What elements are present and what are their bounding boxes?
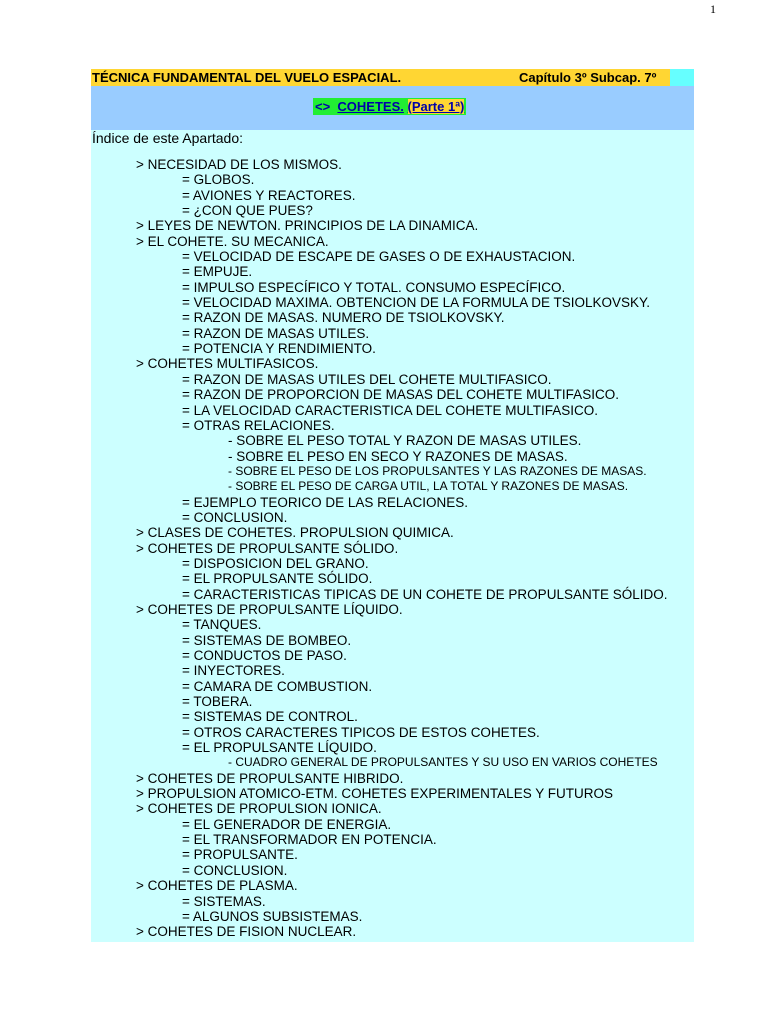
toc-entry: = PROPULSANTE. (182, 847, 298, 863)
toc-entry: = OTROS CARACTERES TIPICOS DE ESTOS COHETES. (182, 724, 540, 740)
toc-entry: = AVIONES Y REACTORES. (182, 187, 356, 203)
document-header (91, 69, 694, 86)
toc-entry: = TANQUES. (182, 617, 262, 633)
toc-entry: > COHETES DE PROPULSION IONICA. (136, 801, 382, 817)
toc-entry: = ¿CON QUE PUES? (182, 203, 313, 219)
toc-entry: > COHETES MULTIFASICOS. (136, 356, 319, 372)
section-prefix: <> (315, 99, 331, 114)
toc-entry: = SISTEMAS. (182, 893, 266, 909)
toc-entry: = SISTEMAS DE BOMBEO. (182, 632, 352, 648)
toc-entry: = EL PROPULSANTE SÓLIDO. (182, 571, 373, 587)
toc-entry: = CONCLUSION. (182, 509, 288, 525)
section-name: COHETES. (337, 99, 404, 114)
toc-entry: = CAMARA DE COMBUSTION. (182, 678, 373, 694)
toc-entry: - SOBRE EL PESO EN SECO Y RAZONES DE MASAS. (228, 448, 568, 464)
toc-entry: - SOBRE EL PESO DE CARGA UTIL, LA TOTAL Y RAZONES DE MASAS. (228, 479, 629, 494)
toc-entry: = ALGUNOS SUBSISTEMAS. (182, 908, 363, 924)
toc-entry: = INYECTORES. (182, 663, 285, 679)
toc-entry: = RAZON DE MASAS. NUMERO DE TSIOLKOVSKY. (182, 310, 505, 326)
toc-entry: = SISTEMAS DE CONTROL. (182, 709, 358, 725)
toc-entry: = GLOBOS. (182, 172, 255, 188)
toc-entry: > COHETES DE FISION NUCLEAR. (136, 924, 357, 940)
toc-entry: = DISPOSICION DEL GRANO. (182, 555, 369, 571)
document-title: TÉCNICA FUNDAMENTAL DEL VUELO ESPACIAL. (92, 70, 402, 85)
toc-entry: - SOBRE EL PESO DE LOS PROPULSANTES Y LAS RAZONES DE MASAS. (228, 463, 647, 478)
section-part: (Parte 1ª) (407, 99, 465, 114)
toc-entry: = TOBERA. (182, 694, 253, 710)
toc-entry: > CLASES DE COHETES. PROPULSION QUIMICA. (136, 525, 454, 541)
toc-entry: > NECESIDAD DE LOS MISMOS. (136, 157, 342, 172)
toc-entry: - CUADRO GENERAL DE PROPULSANTES Y SU USO EN VARIOS COHETES (228, 755, 658, 770)
toc-entry: = RAZON DE PROPORCION DE MASAS DEL COHETE MULTIFASICO. (182, 387, 619, 403)
toc-entry: > LEYES DE NEWTON. PRINCIPIOS DE LA DINAMICA. (136, 218, 479, 234)
section-banner (91, 86, 694, 130)
header-accent (670, 69, 694, 86)
table-of-contents (91, 157, 694, 940)
toc-entry: = EJEMPLO TEORICO DE LAS RELACIONES. (182, 494, 468, 510)
toc-entry: = POTENCIA Y RENDIMIENTO. (182, 341, 376, 357)
toc-entry: = IMPULSO ESPECÍFICO Y TOTAL. CONSUMO ESPECÍFICO. (182, 279, 566, 295)
toc-entry: = EL TRANSFORMADOR EN POTENCIA. (182, 832, 437, 848)
toc-entry: = CONCLUSION. (182, 862, 288, 878)
toc-entry: > COHETES DE PROPULSANTE LÍQUIDO. (136, 601, 403, 617)
toc-entry: > COHETES DE PROPULSANTE HIBRIDO. (136, 770, 404, 786)
section-title (313, 98, 466, 115)
toc-entry: > PROPULSION ATOMICO-ETM. COHETES EXPERIMENTALES Y FUTUROS (136, 786, 613, 802)
toc-entry: = EMPUJE. (182, 264, 253, 280)
toc-entry: = CARACTERISTICAS TIPICAS DE UN COHETE DE PROPULSANTE SÓLIDO. (182, 586, 668, 602)
toc-entry: = VELOCIDAD DE ESCAPE DE GASES O DE EXHAUSTACION. (182, 249, 576, 265)
toc-entry: > EL COHETE. SU MECANICA. (136, 233, 329, 249)
toc-entry: = EL PROPULSANTE LÍQUIDO. (182, 740, 377, 756)
toc-entry: - SOBRE EL PESO TOTAL Y RAZON DE MASAS UTILES. (228, 433, 582, 449)
page-number: 1 (710, 2, 716, 16)
toc-entry: = OTRAS RELACIONES. (182, 417, 335, 433)
toc-entry: = RAZON DE MASAS UTILES DEL COHETE MULTIFASICO. (182, 371, 552, 387)
toc-entry: = VELOCIDAD MAXIMA. OBTENCION DE LA FORMULA DE TSIOLKOVSKY. (182, 295, 651, 311)
toc-entry: = LA VELOCIDAD CARACTERISTICA DEL COHETE MULTIFASICO. (182, 402, 598, 418)
toc-entry: = RAZON DE MASAS UTILES. (182, 325, 370, 341)
toc-entry: > COHETES DE PROPULSANTE SÓLIDO. (136, 540, 399, 556)
toc-entry: > COHETES DE PLASMA. (136, 878, 298, 894)
chapter-label: Capítulo 3º Subcap. 7º (519, 70, 657, 85)
toc-entry: = EL GENERADOR DE ENERGIA. (182, 816, 392, 832)
index-title: Índice de este Apartado: (92, 130, 243, 146)
toc-entry: = CONDUCTOS DE PASO. (182, 648, 347, 663)
index-panel (91, 130, 694, 942)
